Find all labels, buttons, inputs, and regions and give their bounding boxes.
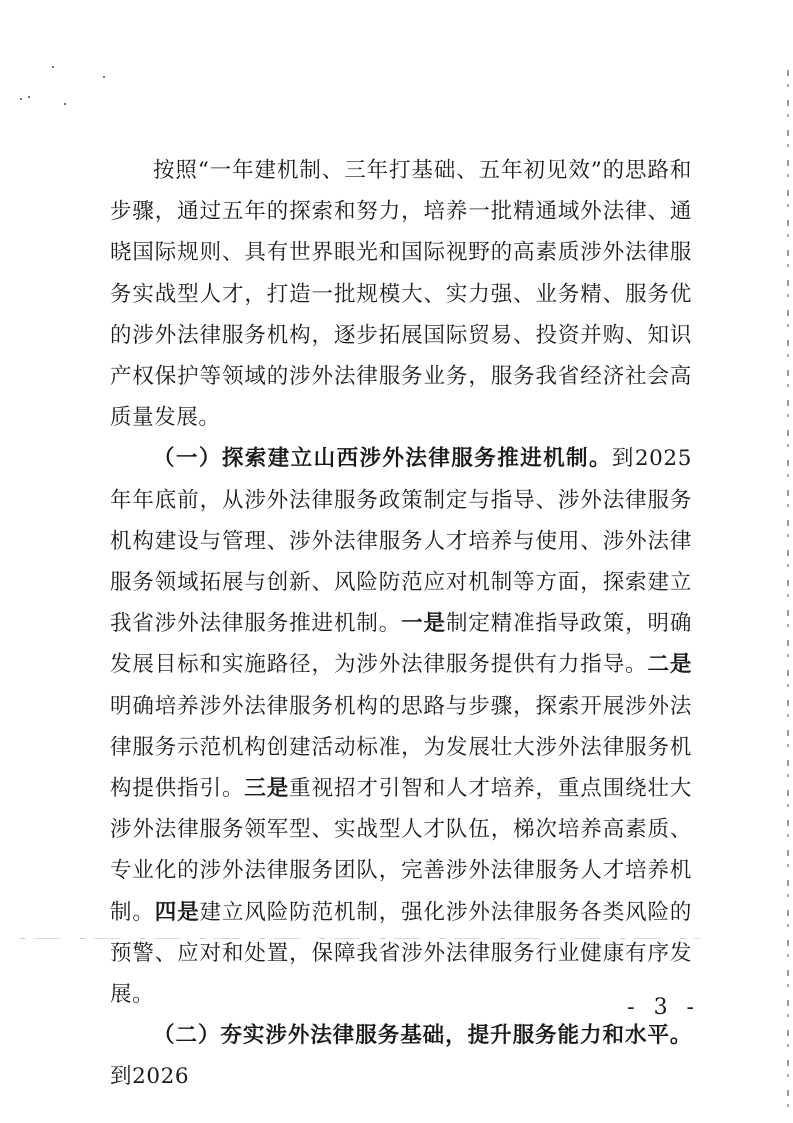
bold-heading-text: 三是 xyxy=(244,776,290,802)
paragraph-2 xyxy=(110,438,692,1015)
body-text-segment: 明确培养涉外法律服务机构的思路与步骤，探索开展涉外法律服务示范机构创建活动标准，为发展壮大涉外法律服务机构提供指引。 xyxy=(110,693,692,802)
body-text-segment: 建立风险防范机制，强化涉外法律服务各类风险的预警、应对和处置，保障我省涉外法律服务行业健康有序发展。 xyxy=(110,899,693,1008)
body-text xyxy=(110,150,692,1098)
body-text-segment: 制定精准指导政策，明确发展目标和实施路径，为涉外法律服务提供有力指导。 xyxy=(110,611,692,678)
body-text-segment: 按照“一年建机制、三年打基础、五年初见效”的思路和步骤，通过五年的探索和努力，培养一批精通域外法律、通晓国际规则、具有世界眼光和国际视野的高素质涉外法律服务实战型人才，打造一批规模大、实力强、业务精、服务优的涉外法律服务机构，逐步拓展国际贸易、投资并购、知识产权保护等领域的涉外法律服务业务，服务我省经济社会高质量发展。 xyxy=(110,158,692,431)
body-text-segment: 到2026 xyxy=(110,1064,190,1090)
page-number: - 3 - xyxy=(627,995,700,1020)
scan-edge-artifact xyxy=(787,70,789,1110)
paragraph-1 xyxy=(110,150,692,438)
paragraph-3 xyxy=(110,1015,692,1097)
body-text-segment: 到2025年年底前，从涉外法律服务政策制定与指导、涉外法律服务机构建设与管理、涉外法律服务人才培养与使用、涉外法律服务领域拓展与创新、风险防范应对机制等方面，探索建立我省涉外法律服务推进机制。 xyxy=(110,446,692,637)
bold-heading-text: 一是 xyxy=(401,611,446,637)
scan-line-artifact xyxy=(20,938,700,939)
bold-heading-text: （一）探索建立山西涉外法律服务推进机制。 xyxy=(153,446,612,472)
bold-heading-text: 二是 xyxy=(647,652,692,678)
bold-heading-text: （二）夯实涉外法律服务基础，提升服务能力和水平。 xyxy=(153,1023,692,1049)
bold-heading-text: 四是 xyxy=(154,899,200,925)
body-text-segment: 重视招才引智和人才培养，重点围绕壮大涉外法律服务领军型、实战型人才队伍，梯次培养高素质、专业化的涉外法律服务团队，完善涉外法律服务人才培养机制。 xyxy=(110,776,692,925)
